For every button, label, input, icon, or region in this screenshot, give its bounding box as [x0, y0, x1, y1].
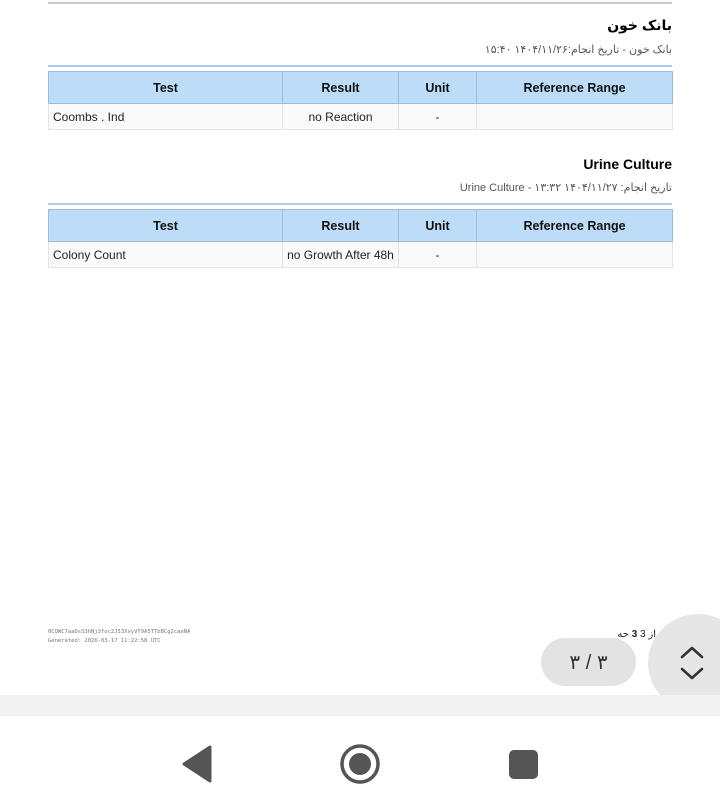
cell-test: Coombs . Ind	[49, 104, 283, 130]
header-reference-range: Reference Range	[477, 72, 673, 104]
results-table-blood-bank	[48, 71, 673, 130]
home-circle-icon	[338, 742, 382, 786]
viewer-bottom-band	[0, 695, 720, 715]
results-table-urine-culture	[48, 209, 673, 268]
section-title-blood-bank: بانک خون	[607, 17, 672, 33]
page-top-divider	[48, 2, 672, 4]
nav-back-button[interactable]	[176, 742, 220, 786]
table-header-row	[49, 72, 673, 104]
cell-result: no Growth After 48h	[283, 242, 399, 268]
subtitle-prefix: بانک خون - تاریخ انجام:	[567, 44, 672, 56]
header-result: Result	[283, 210, 399, 242]
footer-verification	[48, 628, 190, 646]
subtitle-date: ۱۵:۴۰ ۱۴۰۴/۱۱/۲۶	[484, 44, 568, 56]
section-subtitle-urine-culture	[460, 181, 672, 194]
system-navigation-bar	[0, 715, 720, 807]
nav-home-button[interactable]	[338, 742, 382, 786]
cell-unit: -	[399, 242, 477, 268]
header-unit: Unit	[399, 72, 477, 104]
recents-square-icon	[502, 742, 546, 786]
page-indicator[interactable]: ۳ / ۳	[541, 638, 636, 686]
header-test: Test	[49, 72, 283, 104]
cell-test: Colony Count	[49, 242, 283, 268]
footer-generated: Generated: 2026-03-17 11:22:58 UTC	[48, 638, 161, 644]
nav-recents-button[interactable]	[502, 742, 546, 786]
header-reference-range: Reference Range	[477, 210, 673, 242]
footer-page-current: 3	[631, 629, 638, 640]
subtitle-en: Urine Culture	[459, 182, 525, 194]
table-header-row	[49, 210, 673, 242]
chevron-up-down-icon	[678, 642, 706, 684]
back-triangle-icon	[176, 742, 220, 786]
section-divider	[48, 203, 672, 205]
cell-reference-range	[477, 242, 673, 268]
footer-hash-code: 0CQWC7aaDsS3hNj3foc2J53XvyVY9A5TTbBCg2caeNA	[48, 629, 191, 635]
footer-page-prefix: حه	[617, 629, 629, 640]
header-unit: Unit	[399, 210, 477, 242]
cell-result: no Reaction	[283, 104, 399, 130]
subtitle-rest: - ۱۳:۳۲ ۱۴۰۴/۱۱/۲۷ :تاریخ انجام	[524, 182, 672, 194]
section-divider	[48, 65, 672, 67]
cell-unit: -	[399, 104, 477, 130]
section-subtitle-blood-bank	[485, 43, 672, 56]
cell-reference-range	[477, 104, 673, 130]
footer-page-number	[617, 629, 656, 640]
section-title-urine-culture: Urine Culture	[583, 156, 672, 172]
header-result: Result	[283, 72, 399, 104]
header-test: Test	[49, 210, 283, 242]
table-row	[49, 104, 673, 130]
table-row	[49, 242, 673, 268]
footer-page-of: از 3	[640, 629, 656, 640]
